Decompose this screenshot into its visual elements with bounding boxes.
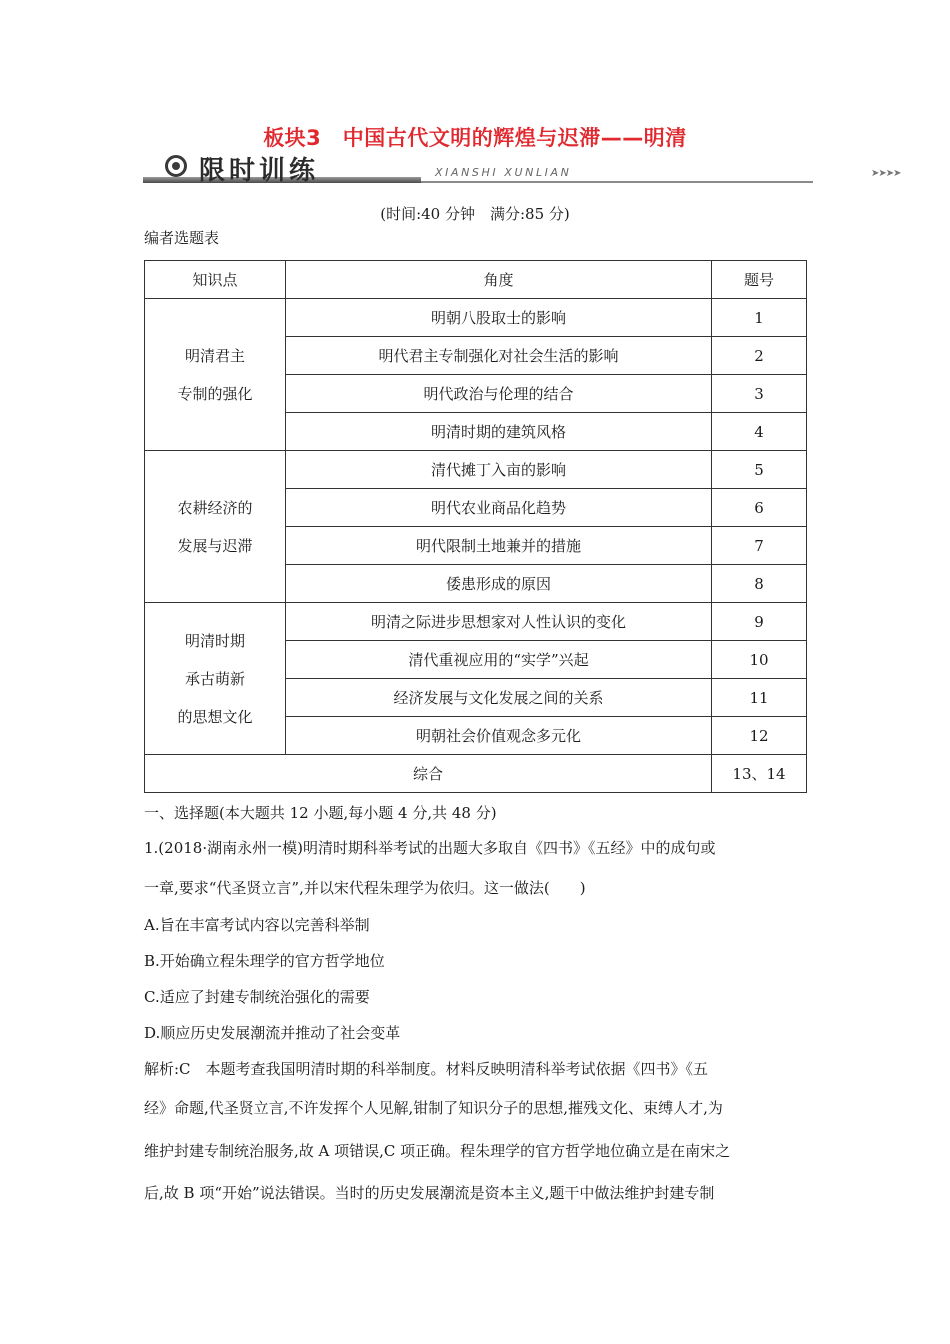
- number-cell: 12: [712, 717, 807, 755]
- angle-cell: 明清之际进步思想家对人性认识的变化: [286, 603, 712, 641]
- number-cell: 11: [712, 679, 807, 717]
- number-cell: 7: [712, 527, 807, 565]
- page-title: 板块3 中国古代文明的辉煌与迟滞——明清: [263, 126, 687, 150]
- banner-heading: 限时训练: [199, 156, 320, 186]
- topic-line: 发展与迟滞: [177, 536, 253, 555]
- number-cell: 9: [712, 603, 807, 641]
- angle-cell: 明代君主专制强化对社会生活的影响: [286, 337, 712, 375]
- section-heading: 一、选择题(本大题共 12 小题,每小题 4 分,共 48 分): [144, 804, 497, 822]
- target-icon: [165, 155, 187, 177]
- number-cell: 6: [712, 489, 807, 527]
- option-c: C.适应了封建专制统治强化的需要: [144, 988, 370, 1006]
- topic-line: 专制的强化: [177, 384, 253, 403]
- topic-line: 明清时期: [184, 631, 245, 650]
- angle-cell: 明代农业商品化趋势: [286, 489, 712, 527]
- header-number: 题号: [712, 261, 807, 299]
- table-row: [145, 603, 807, 641]
- number-cell: 3: [712, 375, 807, 413]
- number-cell: 1: [712, 299, 807, 337]
- angle-cell: 明朝社会价值观念多元化: [286, 717, 712, 755]
- header-topic: 知识点: [145, 261, 286, 299]
- angle-cell: 倭患形成的原因: [286, 565, 712, 603]
- time-info: (时间:40 分钟 满分:85 分): [380, 205, 570, 223]
- angle-cell: 明朝八股取士的影响: [286, 299, 712, 337]
- topic-cell: [145, 451, 286, 603]
- angle-cell: 清代重视应用的“实学”兴起: [286, 641, 712, 679]
- topic-line: 农耕经济的: [177, 498, 253, 517]
- topic-line: 承古萌新: [184, 669, 245, 688]
- analysis-line: 解析:C 本题考查我国明清时期的科举制度。材料反映明清科举考试依据《四书》《五: [144, 1060, 709, 1078]
- section-banner: [143, 152, 901, 188]
- topic-line: 的思想文化: [177, 707, 253, 726]
- question-stem-line: 1.(2018·湖南永州一模)明清时期科举考试的出题大多取自《四书》《五经》中的成句或: [144, 839, 716, 857]
- table-caption: 编者选题表: [144, 229, 220, 247]
- analysis-line: 后,故 B 项“开始”说法错误。当时的历史发展潮流是资本主义,题干中做法维护封建专制: [144, 1184, 715, 1202]
- topic-line: 明清君主: [184, 346, 245, 365]
- header-angle: 角度: [286, 261, 712, 299]
- summary-row: [145, 755, 807, 793]
- angle-cell: 明代限制土地兼并的措施: [286, 527, 712, 565]
- analysis-line: 经》命题,代圣贤立言,不许发挥个人见解,钳制了知识分子的思想,摧残文化、束缚人才,为: [144, 1099, 723, 1117]
- question-stem-line: 一章,要求“代圣贤立言”,并以宋代程朱理学为依归。这一做法( ): [144, 879, 586, 897]
- summary-number: 13、14: [712, 755, 807, 793]
- angle-cell: 明代政治与伦理的结合: [286, 375, 712, 413]
- angle-cell: 清代摊丁入亩的影响: [286, 451, 712, 489]
- angle-cell: 经济发展与文化发展之间的关系: [286, 679, 712, 717]
- table-row: [145, 451, 807, 489]
- analysis-line: 维护封建专制统治服务,故 A 项错误,C 项正确。程朱理学的官方哲学地位确立是在南宋之: [144, 1142, 731, 1160]
- summary-label: 综合: [145, 755, 712, 793]
- banner-pinyin: XIANSHI XUNLIAN: [435, 166, 572, 179]
- number-cell: 10: [712, 641, 807, 679]
- arrows-icon: ➤➤➤➤: [871, 168, 901, 179]
- number-cell: 8: [712, 565, 807, 603]
- topic-cell: [145, 299, 286, 451]
- angle-cell: 明清时期的建筑风格: [286, 413, 712, 451]
- topic-table: [144, 260, 807, 793]
- option-b: B.开始确立程朱理学的官方哲学地位: [144, 952, 385, 970]
- table-header-row: [145, 261, 807, 299]
- banner-rule: [421, 181, 813, 183]
- table-row: [145, 299, 807, 337]
- number-cell: 4: [712, 413, 807, 451]
- option-d: D.顺应历史发展潮流并推动了社会变革: [144, 1024, 401, 1042]
- number-cell: 5: [712, 451, 807, 489]
- option-a: A.旨在丰富考试内容以完善科举制: [144, 916, 370, 934]
- topic-cell: [145, 603, 286, 755]
- number-cell: 2: [712, 337, 807, 375]
